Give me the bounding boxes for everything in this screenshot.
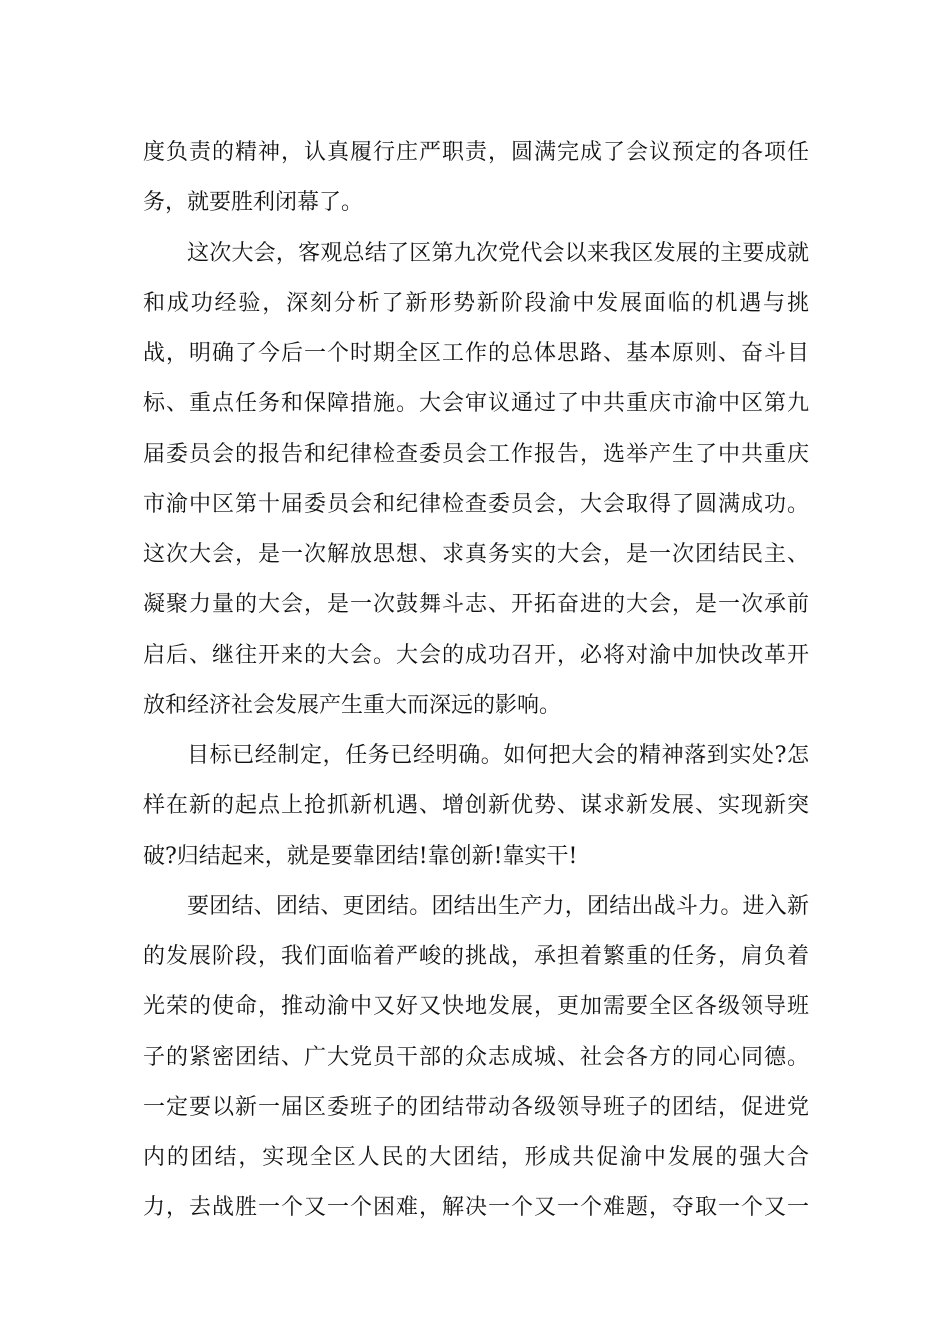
text-line: 内的团结，实现全区人民的大团结，形成共促渝中发展的强大合 xyxy=(143,1145,809,1170)
text-line: 市渝中区第十届委员会和纪律检查委员会，大会取得了圆满成功。 xyxy=(143,491,809,517)
text-line: 子的紧密团结、广大党员干部的众志成城、社会各方的同心同德。 xyxy=(143,1044,809,1070)
text-line: 战，明确了今后一个时期全区工作的总体思路、基本原则、奋斗目 xyxy=(143,341,809,366)
text-line: 力，去战胜一个又一个困难，解决一个又一个难题，夺取一个又一 xyxy=(143,1195,809,1221)
text-line: 光荣的使命，推动渝中又好又快地发展，更加需要全区各级领导班 xyxy=(143,994,809,1020)
text-line: 届委员会的报告和纪律检查委员会工作报告，选举产生了中共重庆 xyxy=(143,441,809,467)
document-body xyxy=(143,128,809,1234)
text-line: 和成功经验，深刻分析了新形势新阶段渝中发展面临的机遇与挑 xyxy=(143,290,809,316)
paragraph-first-line: 要团结、团结、更团结。团结出生产力，团结出战斗力。进入新 xyxy=(187,893,809,919)
paragraph-first-line: 目标已经制定，任务已经明确。如何把大会的精神落到实处?怎 xyxy=(187,743,809,768)
text-line: 的发展阶段，我们面临着严峻的挑战，承担着繁重的任务，肩负着 xyxy=(143,944,809,969)
text-line: 放和经济社会发展产生重大而深远的影响。 xyxy=(143,692,562,718)
text-line: 度负责的精神，认真履行庄严职责，圆满完成了会议预定的各项任 xyxy=(143,140,809,165)
paragraph-first-line: 这次大会，客观总结了区第九次党代会以来我区发展的主要成就 xyxy=(187,240,809,266)
text-line: 这次大会，是一次解放思想、求真务实的大会，是一次团结民主、 xyxy=(143,542,809,567)
text-line: 破?归结起来，就是要靠团结!靠创新!靠实干! xyxy=(143,843,578,869)
text-line: 一定要以新一届区委班子的团结带动各级领导班子的团结，促进党 xyxy=(143,1094,809,1120)
text-line: 凝聚力量的大会，是一次鼓舞斗志、开拓奋进的大会，是一次承前 xyxy=(143,592,809,618)
text-line: 务，就要胜利闭幕了。 xyxy=(143,190,364,216)
text-line: 标、重点任务和保障措施。大会审议通过了中共重庆市渝中区第九 xyxy=(143,391,809,417)
text-line: 样在新的起点上抢抓新机遇、增创新优势、谋求新发展、实现新突 xyxy=(143,793,809,819)
text-line: 启后、继往开来的大会。大会的成功召开，必将对渝中加快改革开 xyxy=(143,642,809,668)
